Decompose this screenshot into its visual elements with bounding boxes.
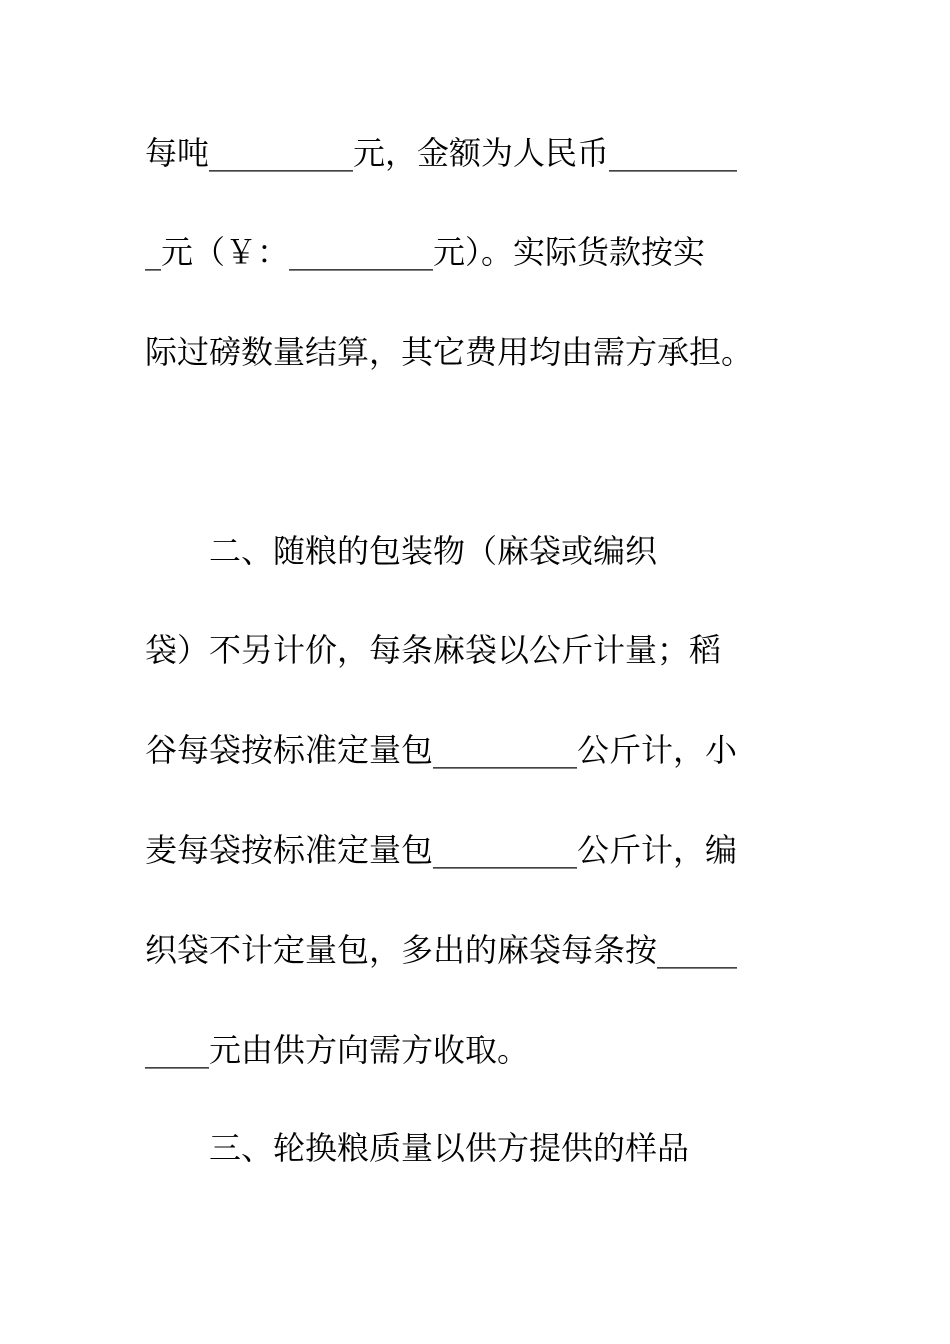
text-line-6: 谷每袋按标准定量包_________公斤计，小 (145, 731, 738, 769)
text-line-7: 麦每袋按标准定量包_________公斤计，编 (145, 831, 738, 869)
text-line-5: 袋）不另计价，每条麻袋以公斤计量；稻 (145, 631, 722, 669)
text-line-3: 际过磅数量结算，其它费用均由需方承担。 (145, 333, 754, 371)
section-3-heading-line: 三、轮换粮质量以供方提供的样品 (145, 1129, 690, 1167)
text-line-8: 织袋不计定量包，多出的麻袋每条按_____ (145, 931, 738, 969)
section-2-heading-line: 二、随粮的包装物（麻袋或编织 (145, 532, 658, 570)
text-line-2: _元（￥：_________元）。实际货款按实 (145, 233, 706, 271)
text-line-1: 每吨_________元，金额为人民币________ (145, 134, 738, 172)
text-line-9: ____元由供方向需方收取。 (145, 1031, 530, 1069)
